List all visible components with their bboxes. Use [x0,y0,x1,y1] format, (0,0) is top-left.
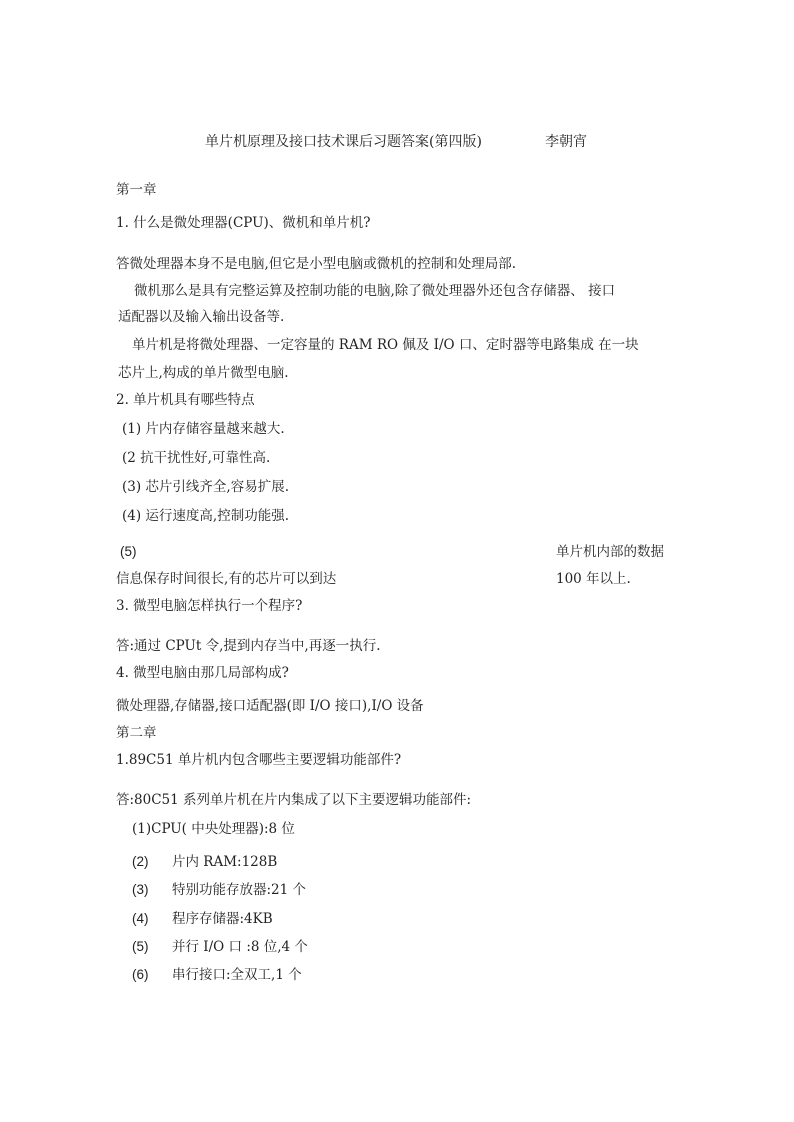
ch1-q1-answer-line: 单片机是将微处理器、一定容量的 RAM RO 佩及 I/O 口、定时器等电路集成 在一块 [132,337,639,353]
ch1-q3-answer: 答:通过 CPUt 令,提到内存当中,再逐一执行. [116,638,381,654]
ch1-q2-item: (2 抗干扰性好,可靠性高. [122,450,271,466]
ch1-q1-answer-line: 适配器以及输入输出设备等. [118,309,285,325]
ch2-item-label: (2) [132,854,149,869]
ch2-q1-answer: 答:80C51 系列单片机在片内集成了以下主要逻辑功能部件: [116,792,472,808]
ch1-q2-item: (4) 运行速度高,控制功能强. [122,508,289,524]
ch1-q1-answer-line: 微机那么是具有完整运算及控制功能的电脑,除了微处理器外还包含存储器、 接口 [134,283,616,299]
ch1-q4-answer: 微处理器,存储器,接口适配器(即 I/O 接口),I/O 设备 [116,698,424,714]
ch2-item-text: 串行接口:全双工,1 个 [172,967,302,983]
ch2-item-text: 片内 RAM:128B [172,854,278,870]
document-title: 单片机原理及接口技术课后习题答案(第四版) [205,134,482,150]
ch2-item-label: (3) [132,882,149,897]
ch2-item-label: (5) [132,939,149,954]
ch1-q2-item: (3) 芯片引线齐全,容易扩展. [122,479,289,495]
ch1-q2-question: 2. 单片机具有哪些特点 [116,392,255,408]
ch2-item-text: 程序存储器:4KB [172,911,273,927]
chapter1-heading: 第一章 [116,182,157,198]
ch1-q1-question: 1. 什么是微处理器(CPU)、微机和单片机? [116,215,371,231]
ch1-q2-item5-right: 单片机内部的数据 [556,544,664,560]
ch1-q3-question: 3. 微型电脑怎样执行一个程序? [116,598,303,614]
ch2-q1-question: 1.89C51 单片机内包含哪些主要逻辑功能部件? [116,752,402,768]
ch1-q4-question: 4. 微型电脑由那几局部构成? [116,665,289,681]
ch2-item-label: (4) [132,911,149,926]
ch1-q1-answer-line: 芯片上,构成的单片微型电脑. [118,365,289,381]
ch1-q2-item5-line2-right: 100 年以上. [556,571,631,587]
ch1-q2-item5-label: (5) [120,544,137,559]
ch1-q2-item5-line2: 信息保存时间很长,有的芯片可以到达 [116,571,337,587]
ch2-item-label: (6) [132,967,149,982]
ch1-q1-answer-line: 答微处理器本身不是电脑,但它是小型电脑或微机的控制和处理局部. [116,256,517,272]
ch1-q2-item: (1) 片内存储容量越来越大. [122,421,285,437]
ch2-item-text: 并行 I/O 口 :8 位,4 个 [172,939,308,955]
ch2-item-text: 特别功能存放器:21 个 [172,882,307,898]
ch2-q1-item1: (1)CPU( 中央处理器):8 位 [132,821,295,837]
chapter2-heading: 第二章 [116,725,157,741]
document-author: 李朝宵 [545,134,587,150]
